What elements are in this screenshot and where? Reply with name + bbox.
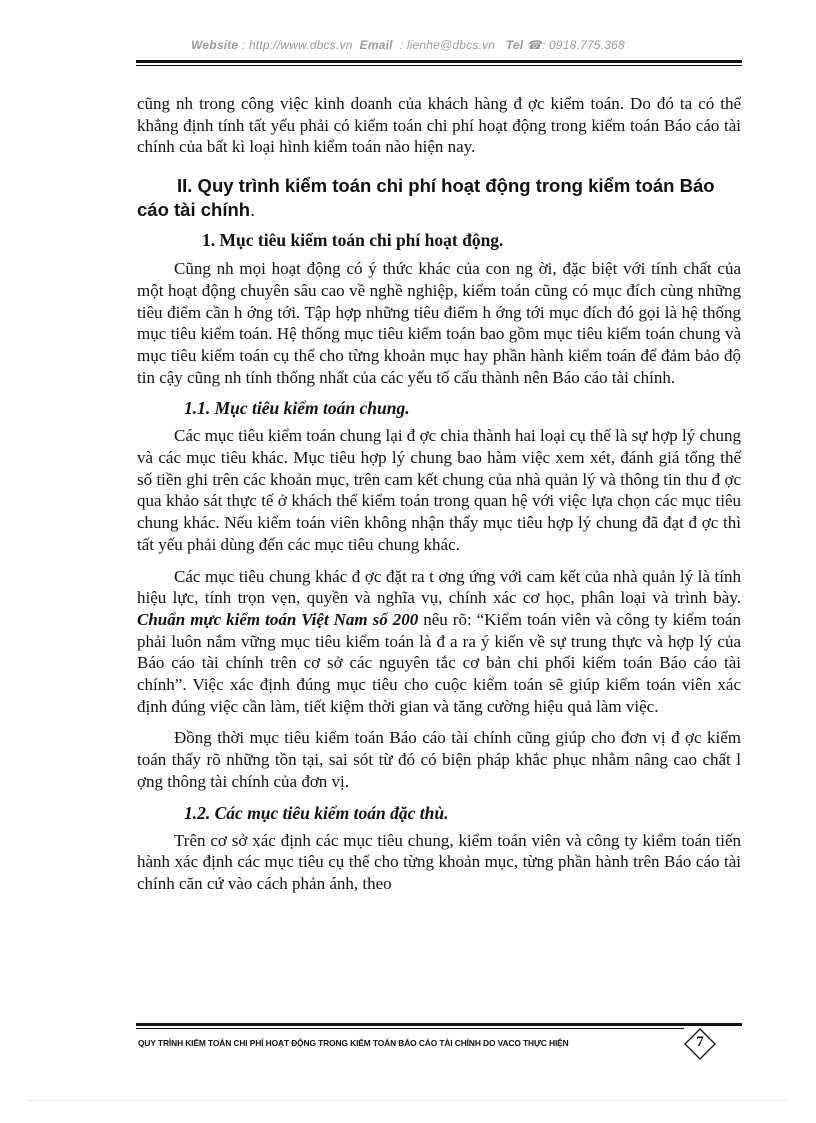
- paragraph-other-objectives: [137, 566, 741, 718]
- paragraph-intro: cũng nh trong công việc kinh doanh của khách hàng đ ợc kiểm toán. Do đó ta có thể khẳng định tính tất yếu phải có kiểm toán chi phí hoạt động trong kiểm toán Báo cáo tài chính của bất kì loại hình kiểm toán nào hiện nay.: [137, 94, 741, 157]
- tel-label: Tel: [505, 38, 524, 52]
- email-value: : lienhe@dbcs.vn: [399, 38, 496, 52]
- footer-rule-thin: [136, 1028, 684, 1029]
- website-label: Website: [191, 38, 239, 52]
- tel-value: ☎: 0918.775.368: [526, 38, 625, 52]
- section-title: II. Quy trình kiểm toán chi phí hoạt động trong kiểm toán Báo cáo tài chính: [137, 175, 715, 221]
- email-label: Email: [359, 38, 393, 52]
- subheading-general-objectives: 1.1. Mục tiêu kiểm toán chung.: [184, 398, 410, 419]
- footer-title: QUY TRÌNH KIỂM TOÁN CHI PHÍ HOẠT ĐỘNG TRONG KIỂM TOÁN BÁO CÁO TÀI CHÍNH DO VACO THỰC HIỆN: [138, 1038, 569, 1048]
- page-header: [0, 38, 816, 52]
- bottom-divider: [28, 1100, 788, 1101]
- section-title-dot: .: [250, 199, 256, 221]
- website-value: : http://www.dbcs.vn: [241, 38, 353, 52]
- paragraph-text-before: Các mục tiêu chung khác đ ợc đặt ra t ơng ứng với cam kết của nhà quản lý là tính hiệu lực, tính trọn vẹn, quyền và nghĩa vụ, chính xác cơ học, phân loại và trình bày.: [137, 566, 741, 608]
- subheading-specific-objectives: 1.2. Các mục tiêu kiểm toán đặc thù.: [184, 802, 449, 823]
- footer-rule-thick: [136, 1023, 742, 1026]
- paragraph-text-after: nêu rõ: “Kiểm toán viên và công ty kiểm toán phải luôn nắm vững mục tiêu kiểm toán là đ a ra ý kiến về sự trung thực và hợp lý của Báo cáo tài chính trên cơ sở các nguyên tắc cơ bản chi phối kiểm toán Báo cáo tài chính”. Việc xác định đúng mục tiêu cho cuộc kiểm toán sẽ giúp kiểm toán viên xác định đúng việc cần làm, tiết kiệm thời gian và tăng cường hiệu quả làm việc.: [137, 609, 742, 716]
- paragraph-objectives: Cũng nh mọi hoạt động có ý thức khác của con ng ời, đặc biệt với tính chất của một hoạt động chuyên sâu cao về nghề nghiệp, kiểm toán cũng có mục đích cùng những tiêu điểm cần h ớng tới. Tập hợp những tiêu điểm h ớng tới mục đích đó gọi là hệ thống mục tiêu kiểm toán. Hệ thống mục tiêu kiểm toán bao gồm mục tiêu kiểm toán chung và mục tiêu kiểm toán cụ thể cho từng khoản mục hay phần hành kiểm toán để đảm bảo độ tin cậy cũng nh tính thống nhất của các yếu tố cấu thành nên Báo cáo tài chính.: [137, 259, 741, 387]
- paragraph-general-objectives: Các mục tiêu kiểm toán chung lại đ ợc chia thành hai loại cụ thể là sự hợp lý chung và các mục tiêu khác. Mục tiêu hợp lý chung bao hàm việc xem xét, đánh giá tổng thể số tiền ghi trên các khoản mục, trên cam kết chung của nhà quản lý và thông tin thu đ ợc qua khảo sát thực tế ở khách thể kiểm toán trong quan hệ với việc lựa chọn các mục tiêu chung khác. Nếu kiểm toán viên không nhận thấy mục tiêu hợp lý chung đã đạt đ ợc thì tất yếu phải dùng đến các mục tiêu chung khác.: [137, 426, 741, 554]
- page-content: [137, 93, 741, 895]
- page-number: 7: [696, 1034, 704, 1050]
- standard-reference: Chuẩn mực kiểm toán Việt Nam số 200: [137, 609, 419, 629]
- header-rule-thick: [136, 60, 742, 63]
- subheading-objectives: 1. Mục tiêu kiểm toán chi phí hoạt động.: [202, 230, 504, 251]
- header-rule-thin: [136, 65, 742, 66]
- section-heading: [137, 174, 741, 222]
- paragraph-specific-objectives: Trên cơ sở xác định các mục tiêu chung, kiểm toán viên và công ty kiểm toán tiến hành xác định các mục tiêu cụ thể cho từng khoản mục, từng phần hành trên Báo cáo tài chính căn cứ vào cách phản ánh, theo: [137, 830, 741, 893]
- paragraph-benefits: Đồng thời mục tiêu kiểm toán Báo cáo tài chính cũng giúp cho đơn vị đ ợc kiểm toán thấy rõ những tồn tại, sai sót từ đó có biện pháp khắc phục nhằm nâng cao chất l ợng thông tài chính của đơn vị.: [137, 728, 741, 791]
